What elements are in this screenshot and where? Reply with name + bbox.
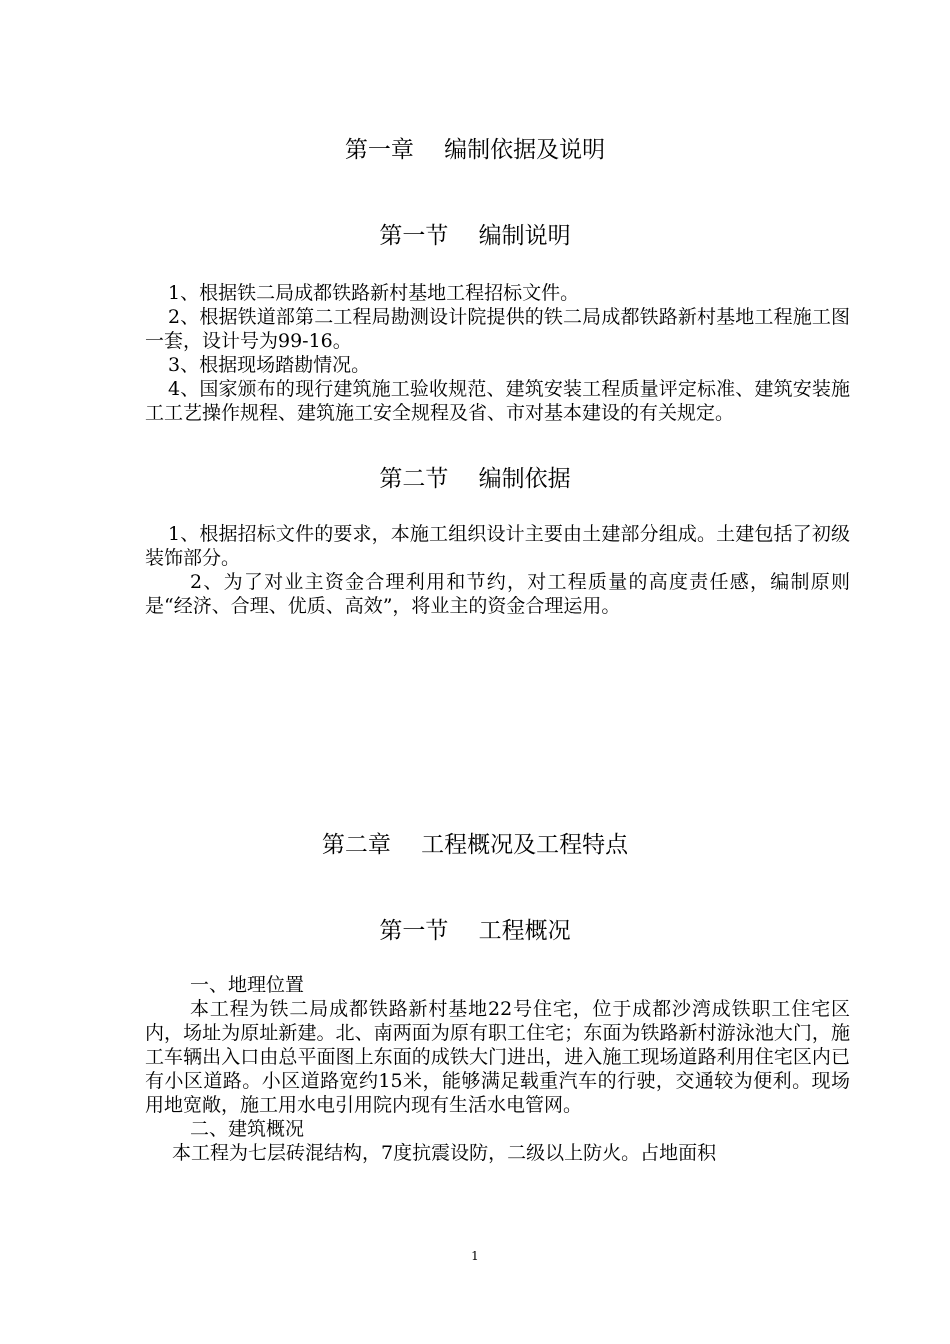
paragraph: 4、国家颁布的现行建筑施工验收规范、建筑安装工程质量评定标准、建筑安装施工工艺操作规程、建筑施工安全规程及省、市对基本建设的有关规定。 bbox=[145, 378, 850, 424]
paragraph: 本工程为铁二局成都铁路新村基地22号住宅，位于成都沙湾成铁职工住宅区内，场址为原址新建。北、南两面为原有职工住宅；东面为铁路新村游泳池大门，施工车辆出入口由总平面图上东面的成铁大门进出，进入施工现场道路利用住宅区内已有小区道路。小区道路宽约15米，能够满足载重汽车的行驶，交通较为便利。现场用地宽敞，施工用水电引用院内现有生活水电管网。 bbox=[145, 998, 850, 1116]
paragraph: 2、为了对业主资金合理利用和节约，对工程质量的高度责任感，编制原则是“经济、合理、优质、高效”，将业主的资金合理运用。 bbox=[145, 571, 850, 617]
chapter-1-section-2-body bbox=[145, 522, 850, 618]
paragraph: 2、根据铁道部第二工程局勘测设计院提供的铁二局成都铁路新村基地工程施工图一套，设计号为99-16。 bbox=[145, 306, 850, 352]
chapter-1-section-1-body bbox=[145, 281, 850, 425]
chapter-2-title: 第二章 工程概况及工程特点 bbox=[321, 832, 629, 858]
paragraph: 3、根据现场踏勘情况。 bbox=[168, 354, 371, 376]
subheading: 二、建筑概况 bbox=[190, 1118, 305, 1140]
paragraph: 1、根据铁二局成都铁路新村基地工程招标文件。 bbox=[168, 282, 580, 304]
page-number: 1 bbox=[471, 1249, 479, 1263]
chapter-1-title: 第一章 编制依据及说明 bbox=[344, 137, 606, 163]
paragraph: 本工程为七层砖混结构，7度抗震设防，二级以上防火。占地面积 bbox=[172, 1142, 717, 1164]
paragraph: 1、根据招标文件的要求，本施工组织设计主要由土建部分组成。土建包括了初级装饰部分。 bbox=[145, 523, 850, 569]
chapter-1-section-1-title: 第一节 编制说明 bbox=[379, 223, 571, 249]
chapter-2-section-1-body bbox=[145, 973, 850, 1165]
subheading: 一、地理位置 bbox=[190, 974, 305, 996]
chapter-2-section-1-title: 第一节 工程概况 bbox=[379, 918, 571, 944]
chapter-1-section-2-title: 第二节 编制依据 bbox=[379, 466, 571, 492]
